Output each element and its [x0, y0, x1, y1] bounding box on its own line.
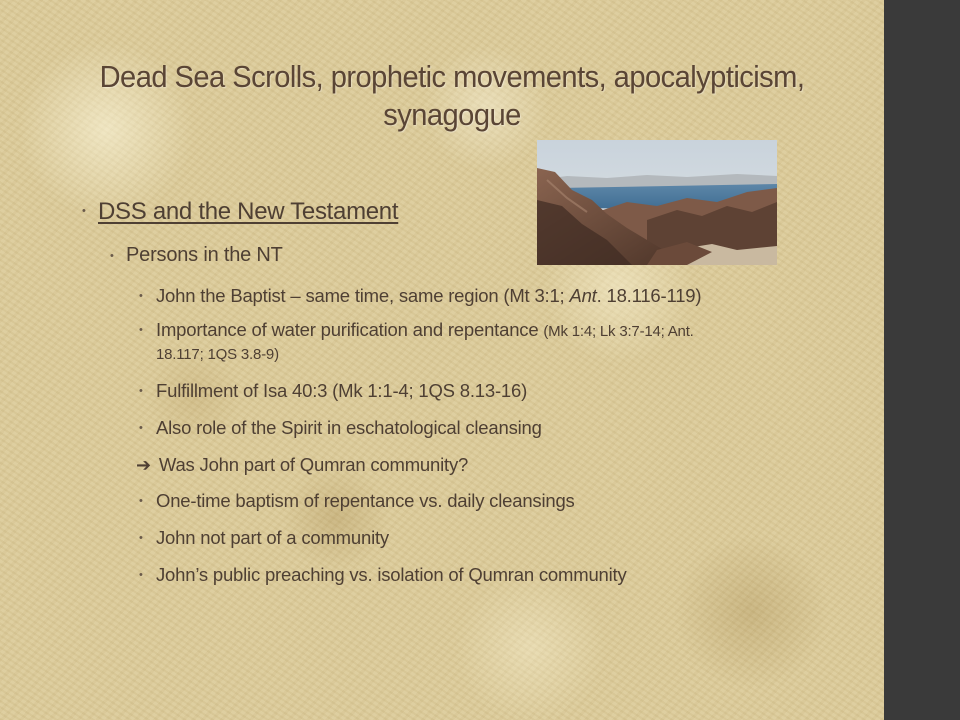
water-purification-text: Importance of water purification and repentance [156, 319, 544, 340]
not-part-community-text: John not part of a community [156, 527, 389, 548]
bullet-icon: • [82, 205, 86, 217]
bullet-icon: • [139, 324, 143, 336]
link-dss-new-testament[interactable]: DSS and the New Testament [98, 198, 399, 225]
public-preaching-text: John’s public preaching vs. isolation of Qumran community [156, 564, 627, 585]
item-one-time-baptism [139, 490, 575, 512]
qumran-question-text: Was John part of Qumran community? [158, 454, 469, 475]
item-spirit-cleansing [139, 417, 542, 439]
bullet-icon: • [110, 250, 114, 262]
persons-in-nt-text: Persons in the NT [126, 244, 283, 266]
bullet-icon: • [139, 290, 143, 302]
item-qumran-question [136, 454, 468, 476]
bullet-dss-new-testament[interactable] [82, 198, 399, 226]
item-public-preaching [139, 564, 627, 586]
item-john-baptist [139, 285, 702, 307]
bullet-icon: • [139, 532, 143, 544]
dark-sidebar [884, 0, 960, 720]
one-time-baptism-text: One-time baptism of repentance vs. daily cleansings [156, 490, 575, 511]
john-baptist-text: John the Baptist – same time, same region (Mt 3:1; [156, 285, 570, 306]
bullet-icon: • [139, 495, 143, 507]
john-baptist-ref: . 18.116-119) [596, 285, 702, 306]
water-purification-ref-continued: 18.117; 1QS 3.8-9) [156, 346, 279, 363]
bullet-persons-in-nt [110, 244, 283, 267]
arrow-icon: ➔ [136, 455, 151, 475]
bullet-icon: • [139, 422, 143, 434]
water-purification-ref: (Mk 1:4; Lk 3:7-14; Ant. [543, 323, 694, 340]
item-water-purification [139, 319, 694, 341]
isaiah-fulfillment-text: Fulfillment of Isa 40:3 (Mk 1:1-4; 1QS 8.13-16) [156, 380, 528, 401]
spirit-cleansing-text: Also role of the Spirit in eschatological cleansing [156, 417, 542, 438]
slide-title: Dead Sea Scrolls, prophetic movements, apocalypticism, synagogue [99, 59, 805, 132]
item-isaiah-fulfillment [139, 380, 528, 402]
bullet-icon: • [139, 569, 143, 581]
item-not-part-community [139, 527, 389, 549]
bullet-icon: • [139, 385, 143, 397]
ant-abbreviation: Ant [569, 285, 597, 306]
